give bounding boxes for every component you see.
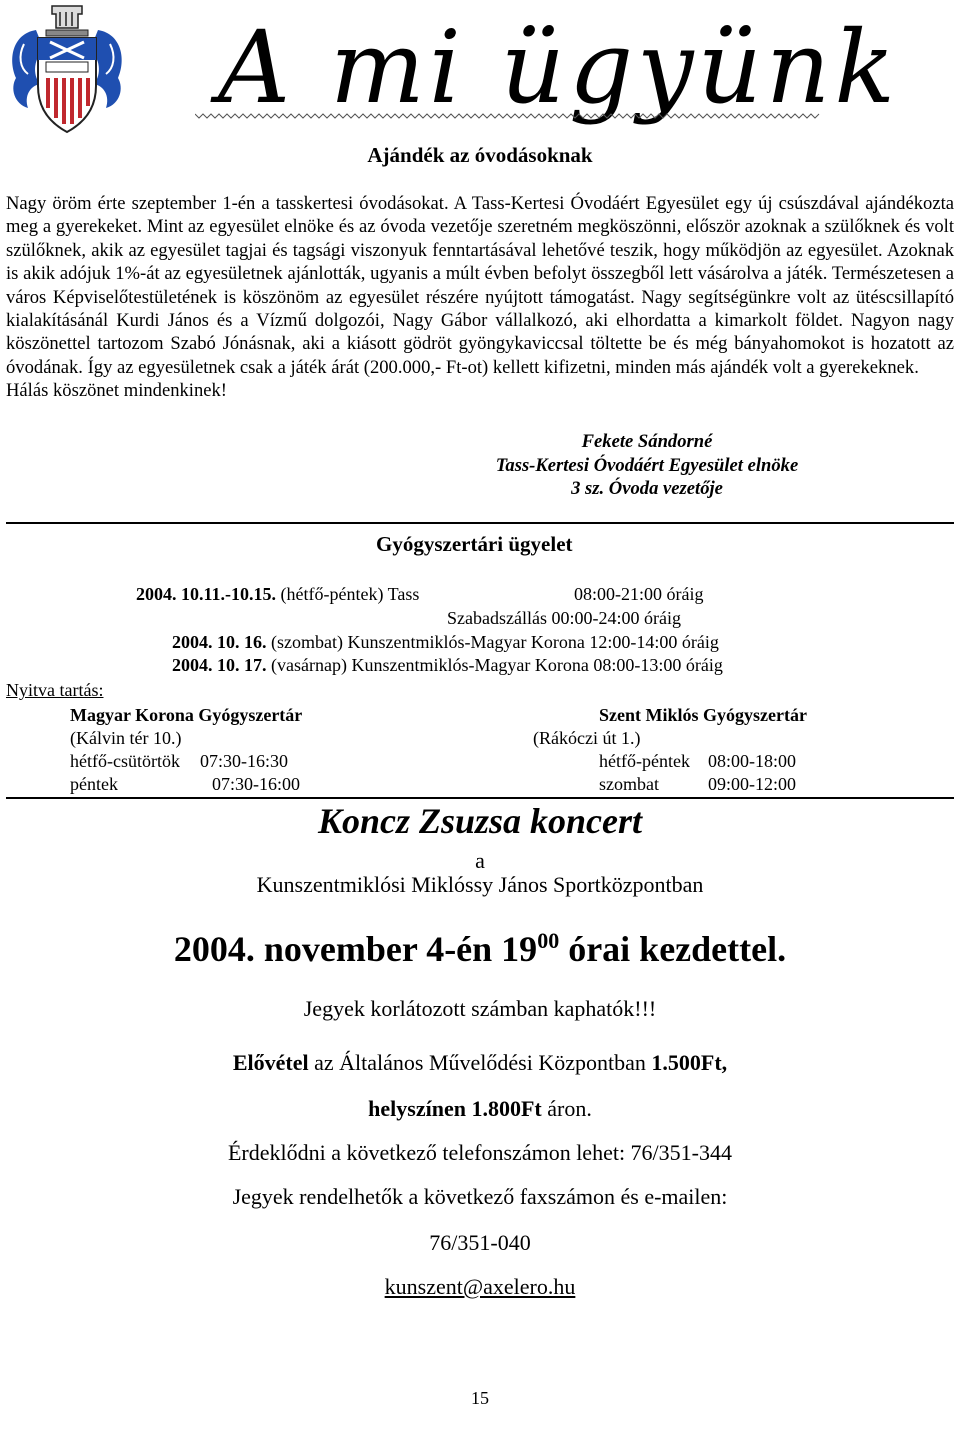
duty-date: 2004. 10. 16. <box>172 632 267 652</box>
pharmacy-left-name: Magyar Korona Gyógyszertár <box>70 705 303 725</box>
pharmacy-right-days1: hétfő-péntek <box>599 751 690 771</box>
duty-row-1-time: 08:00-21:00 óráig <box>574 584 704 604</box>
pharmacy-right-address: (Rákóczi út 1.) <box>533 728 641 748</box>
masthead-title: A mi ügyünk <box>218 9 899 126</box>
pharmacy-right-name: Szent Miklós Gyógyszertár <box>599 705 807 725</box>
opening-hours-label: Nyitva tartás: <box>6 680 104 700</box>
article-body <box>6 192 954 403</box>
duty-date: 2004. 10. 17. <box>172 655 267 675</box>
concert-email-link[interactable]: kunszent@axelero.hu <box>384 1274 576 1299</box>
concert-connector: a <box>475 848 485 873</box>
page-number: 15 <box>471 1388 489 1408</box>
duty-detail: (szombat) Kunszentmiklós-Magyar Korona 12:00-14:00 óráig <box>271 632 719 652</box>
pharmacy-left-days2: péntek <box>70 774 118 794</box>
presale-label: Elővétel <box>232 1050 309 1075</box>
concert-date-main: 2004. november 4-én 19 <box>173 929 538 969</box>
article-headline: Ajándék az óvodásoknak <box>367 143 593 167</box>
duty-detail: (vasárnap) Kunszentmiklós-Magyar Korona 08:00-13:00 óráig <box>271 655 723 675</box>
article-paragraph: Nagy öröm érte szeptember 1-én a tasskertesi óvodásokat. A Tass-Kertesi Óvodáért Egyesület egy új csúszdával ajándékozta meg a gyerekeket. Mint az egyesület elnöke és az óvoda vezetője szeretném megköszönni, először azoknak a szülőknek és volt szülőknek, akik az egyesület tagjai és tagsági viszonyuk fenntartásával lehetővé teszik, hogy működjön az egyesület. Azoknak is akik adójuk 1%-át az egyesületnek ajánlották, ugyanis a múlt évben befolyt összegből lett vásárolva a játék. Természetesen a város Képviselőtestületének is köszönöm az egyesület részére nyújtott támogatást. Nagy segítségünkre volt az ütéscsillapító kialakításánál Kurdi János és a Vízmű dolgozói, Nagy Gábor vállalkozó, aki elhordatta a kimarkolt földet. Nagyon nagy köszönettel tartozom Szabó Jónásnak, aki a kiásott gödröt gyöngykaviccsal töltette be és még bányahomokot is hozatott az óvodának. Így az egyesületnek csak a játék árát (200.000,- Ft-ot) kellett kifizetni, minden más ajándék volt a gyerekeknek. <box>6 193 954 378</box>
masthead-underline <box>195 112 820 120</box>
signature-role: Tass-Kertesi Óvodáért Egyesület elnöke <box>495 454 799 476</box>
pharmacy-right-hours1: 08:00-18:00 <box>708 751 796 771</box>
coat-of-arms-icon <box>6 0 128 138</box>
pharmacy-left-hours2: 07:30-16:00 <box>212 774 300 794</box>
article-signature <box>482 430 812 501</box>
duty-row-3 <box>172 631 719 654</box>
concert-tickets: Jegyek korlátozott számban kaphatók!!! <box>303 996 657 1021</box>
section-divider <box>6 522 954 524</box>
pharmacy-right-hours2: 09:00-12:00 <box>708 774 796 794</box>
onsite-price: helyszínen 1.800Ft <box>368 1096 542 1121</box>
duty-row-2: Szabadszállás 00:00-24:00 óráig <box>447 608 681 628</box>
pharmacy-right-days2: szombat <box>599 774 659 794</box>
concert-title: Koncz Zsuzsa koncert <box>317 801 643 841</box>
duty-date: 2004. 10.11.-10.15. <box>136 584 277 604</box>
duty-row-1 <box>136 583 419 606</box>
signature-title: 3 sz. Óvoda vezetője <box>571 478 723 499</box>
pharmacy-left-hours1: 07:30-16:30 <box>200 751 288 771</box>
pharmacy-left-address: (Kálvin tér 10.) <box>70 728 182 748</box>
pharmacy-title: Gyógyszertári ügyelet <box>376 532 573 556</box>
presale-price: 1.500Ft, <box>651 1050 728 1075</box>
signature-name: Fekete Sándorné <box>581 431 713 452</box>
article-closing: Hálás köszönet mindenkinek! <box>6 380 228 402</box>
concert-onsite <box>0 1096 960 1122</box>
concert-date-tail: órai kezdettel. <box>559 929 787 969</box>
duty-place: (hétfő-péntek) Tass <box>280 584 420 604</box>
concert-fax: 76/351-040 <box>429 1230 531 1255</box>
concert-order: Jegyek rendelhetők a következő faxszámon és e-mailen: <box>232 1184 728 1209</box>
onsite-tail: áron. <box>541 1096 592 1121</box>
concert-venue: Kunszentmiklósi Miklóssy János Sportközpontban <box>256 872 704 897</box>
presale-text: az Általános Művelődési Központban <box>308 1050 652 1075</box>
concert-date <box>0 928 960 970</box>
pharmacy-left-days1: hétfő-csütörtök <box>70 751 180 771</box>
concert-presale <box>0 1050 960 1076</box>
concert-date-minutes: 00 <box>537 928 560 953</box>
duty-row-4 <box>172 654 723 677</box>
section-divider <box>6 797 954 799</box>
concert-info: Érdeklődni a következő telefonszámon lehet: 76/351-344 <box>227 1140 732 1165</box>
